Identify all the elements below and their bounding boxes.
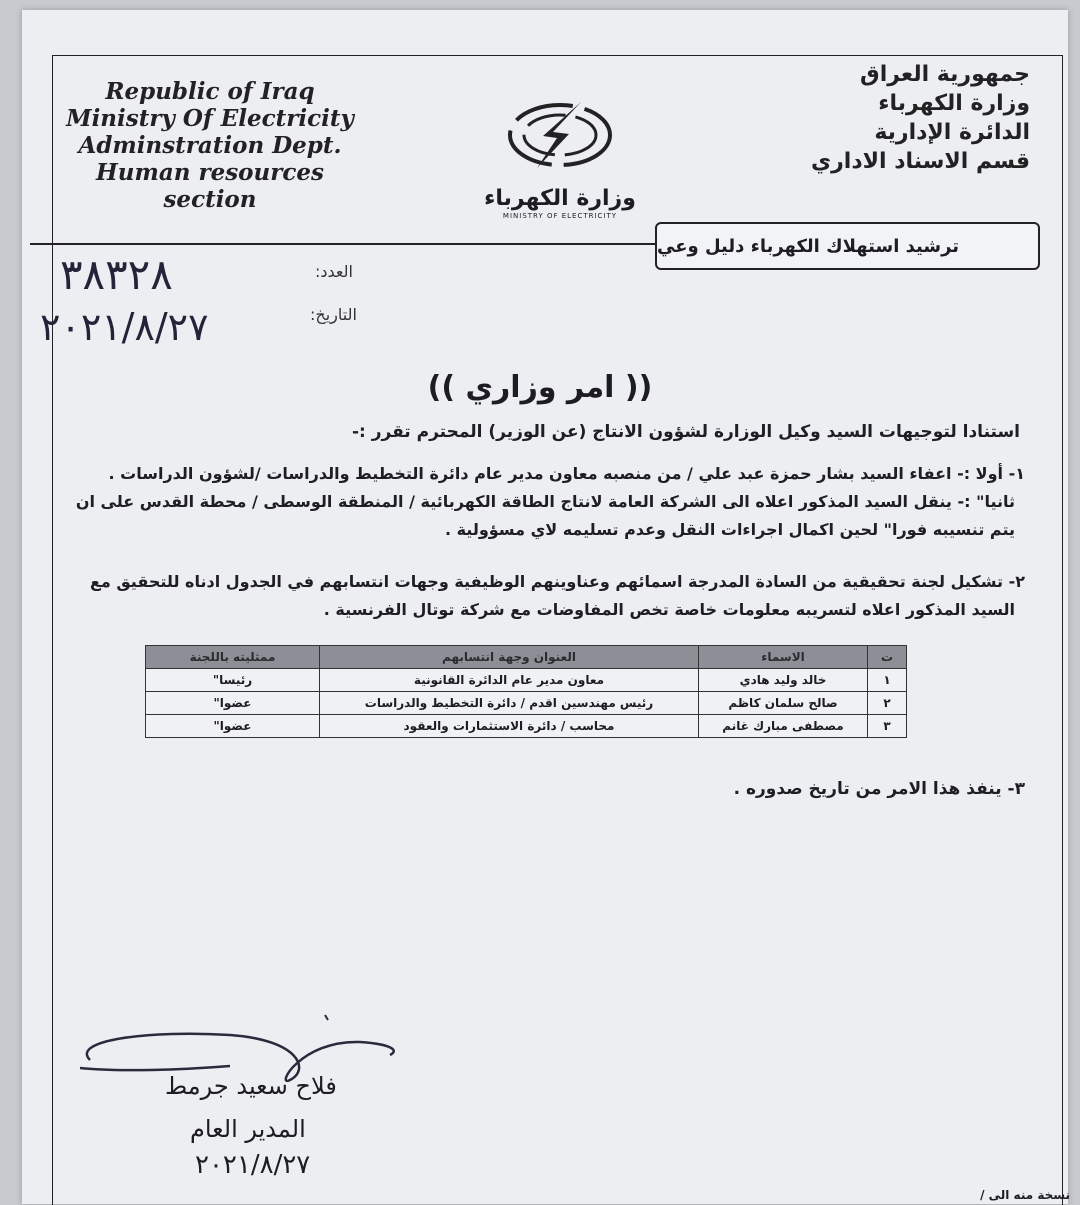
table-cell: عضوا" bbox=[146, 715, 320, 738]
lightning-logo-icon bbox=[495, 90, 625, 180]
table-cell: معاون مدير عام الدائرة القانونية bbox=[320, 669, 699, 692]
intro-paragraph: استنادا لتوجيهات السيد وكيل الوزارة لشؤون الانتاج (عن الوزير) المحترم تقرر :- bbox=[351, 422, 1020, 442]
signatory-name: فلاح سعيد جرمط bbox=[165, 1072, 337, 1100]
copy-note: نسخة منه الى / bbox=[980, 1188, 1070, 1202]
table-cell: صالح سلمان كاظم bbox=[699, 692, 868, 715]
letterhead-line: الدائرة الإدارية bbox=[874, 120, 1030, 145]
table-cell: محاسب / دائرة الاستثمارات والعقود bbox=[320, 715, 699, 738]
table-cell: مصطفى مبارك غانم bbox=[699, 715, 868, 738]
letterhead-line: Human resources bbox=[96, 159, 324, 186]
item3-paragraph: ٣- ينفذ هذا الامر من تاريخ صدوره . bbox=[733, 779, 1025, 799]
table-header-row bbox=[146, 646, 907, 669]
subject-box bbox=[655, 222, 1040, 270]
letterhead-line: Adminstration Dept. bbox=[78, 132, 342, 159]
frame-border-left bbox=[52, 55, 53, 1205]
table-row bbox=[146, 669, 907, 692]
table-cell: رئيس مهندسين اقدم / دائرة التخطيط والدراسات bbox=[320, 692, 699, 715]
table-cell: ١ bbox=[868, 669, 907, 692]
column-header: الاسماء bbox=[699, 646, 868, 669]
date-label: التاريخ: bbox=[310, 305, 357, 324]
english-letterhead bbox=[50, 78, 370, 213]
item1-line2: ثانيا" :- ينقل السيد المذكور اعلاه الى الشركة العامة لانتاج الطاقة الكهربائية / المنطقة الوسطى / محطة القدس على ان bbox=[75, 492, 1015, 511]
table-cell: رئيسا" bbox=[146, 669, 320, 692]
number-label: العدد: bbox=[315, 262, 353, 281]
letterhead-line: Republic of Iraq bbox=[105, 78, 315, 105]
arabic-letterhead bbox=[730, 60, 1030, 176]
signature-date: ٢٠٢١/٨/٢٧ bbox=[195, 1150, 311, 1180]
table-cell: خالد وليد هادي bbox=[699, 669, 868, 692]
logo-arabic-text: وزارة الكهرباء bbox=[484, 186, 636, 211]
item1-line3: يتم تنسيبه فورا" لحين اكمال اجراءات النقل وعدم تسليمه لاي مسؤولية . bbox=[444, 520, 1015, 539]
letterhead-line: Ministry Of Electricity bbox=[66, 105, 354, 132]
letterhead-line: section bbox=[163, 186, 257, 213]
signatory-title: المدير العام bbox=[190, 1115, 306, 1143]
letterhead-line: وزارة الكهرباء bbox=[878, 91, 1030, 116]
subject-text: ترشيد استهلاك الكهرباء دليل وعي bbox=[657, 235, 960, 257]
item2-line1: ٢- تشكيل لجنة تحقيقية من السادة المدرجة اسمائهم وعناوينهم الوظيفية وجهات انتسابهم في الجدول ادناه للتحقيق مع bbox=[89, 572, 1025, 591]
letterhead-line: جمهورية العراق bbox=[860, 62, 1030, 87]
letterhead-line: قسم الاسناد الاداري bbox=[810, 149, 1030, 174]
date-value: ٢٠٢١/٨/٢٧ bbox=[40, 305, 209, 349]
table-cell: ٣ bbox=[868, 715, 907, 738]
ministry-logo bbox=[470, 90, 650, 240]
table-cell: ٢ bbox=[868, 692, 907, 715]
number-value: ٣٨٣٢٨ bbox=[60, 250, 173, 299]
column-header: ممثليته باللجنة bbox=[146, 646, 320, 669]
item1-line1: ١- أولا :- اعفاء السيد بشار حمزة عبد علي / من منصبه معاون مدير عام دائرة التخطيط والدراسات /لشؤون الدراسات . bbox=[108, 464, 1025, 483]
column-header: العنوان وجهة انتسابهم bbox=[320, 646, 699, 669]
frame-border-right bbox=[1062, 55, 1063, 1205]
logo-english-text: MINISTRY OF ELECTRICITY bbox=[502, 212, 618, 220]
item2-line2: السيد المذكور اعلاه لتسريبه معلومات خاصة تخص المفاوضات مع شركة توتال الفرنسية . bbox=[323, 600, 1015, 619]
committee-table bbox=[145, 645, 907, 738]
document-title: (( امر وزاري )) bbox=[427, 370, 653, 405]
column-header: ت bbox=[868, 646, 907, 669]
frame-border-top bbox=[52, 55, 1062, 56]
table-row bbox=[146, 715, 907, 738]
table-cell: عضوا" bbox=[146, 692, 320, 715]
table-row bbox=[146, 692, 907, 715]
header-divider bbox=[30, 243, 655, 245]
